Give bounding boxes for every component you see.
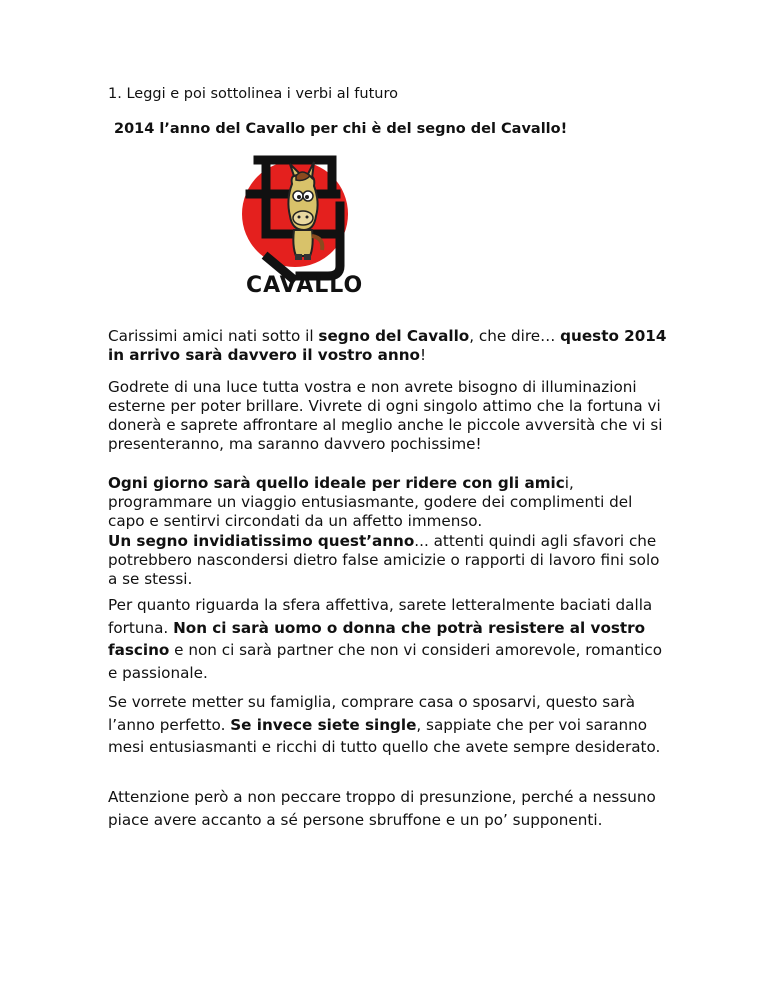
text-run: i, programmare un viaggio entusiasmante, godere dei complimenti del capo e sentirvi circondati da un affetto immenso. <box>108 474 633 530</box>
text-run: ! <box>419 346 427 364</box>
horse-mascot-icon <box>240 146 368 300</box>
paragraph-1 <box>108 327 668 365</box>
article-title: 2014 l’anno del Cavallo per chi è del segno del Cavallo! <box>114 121 568 137</box>
paragraph-2 <box>108 378 668 454</box>
text-run: Se vorrete metter su famiglia, comprare casa o sposarvi, questo sarà l’anno perfetto. <box>108 693 636 734</box>
text-run: , che dire… <box>469 327 561 345</box>
exercise-instruction: 1. Leggi e poi sottolinea i verbi al futuro <box>108 86 398 102</box>
bold-text-run: Un segno invidiatissimo quest’anno <box>108 532 415 550</box>
text-run: Per quanto riguarda la sfera affettiva, sarete letteralmente baciati dalla fortuna. <box>108 596 653 637</box>
paragraph-3 <box>108 474 668 531</box>
bold-text-run: Ogni giorno sarà quello ideale per ridere con gli amic <box>108 474 565 492</box>
text-run: Carissimi amici nati sotto il <box>108 327 319 345</box>
paragraph-6 <box>108 691 668 759</box>
bold-text-run: Se invece siete single <box>230 715 417 734</box>
text-run: e non ci sarà partner che non vi consideri amorevole, romantico e passionale. <box>108 641 663 682</box>
bold-text-run: segno del Cavallo <box>318 327 470 345</box>
bold-text-run: questo 2014 in arrivo sarà davvero il vostro anno <box>108 327 667 364</box>
paragraph-7 <box>108 786 668 831</box>
cavallo-logo <box>240 146 368 300</box>
text-run: Godrete di una luce tutta vostra e non avrete bisogno di illuminazioni esterne per poter brillare. Vivrete di ogni singolo attimo che la fortuna vi donerà e saprete affrontare al meglio anche le piccole avversità che vi si presenteranno, ma saranno davvero pochissime! <box>108 378 663 453</box>
text-run: , sappiate che per voi saranno mesi entusiasmanti e ricchi di tutto quello che avete sempre desiderato. <box>108 715 661 756</box>
paragraph-4 <box>108 532 668 589</box>
bold-text-run: Non ci sarà uomo o donna che potrà resistere al vostro fascino <box>108 618 646 659</box>
text-run: ... attenti quindi agli sfavori che potrebbero nascondersi dietro false amicizie o rapporti di lavoro fini solo a se stessi. <box>108 532 660 588</box>
text-run: Attenzione però a non peccare troppo di presunzione, perché a nessuno piace avere accanto a sé persone sbruffone e un po’ supponenti. <box>108 788 656 829</box>
paragraph-5 <box>108 594 668 684</box>
logo-lettering: CAVALLO <box>246 273 364 298</box>
